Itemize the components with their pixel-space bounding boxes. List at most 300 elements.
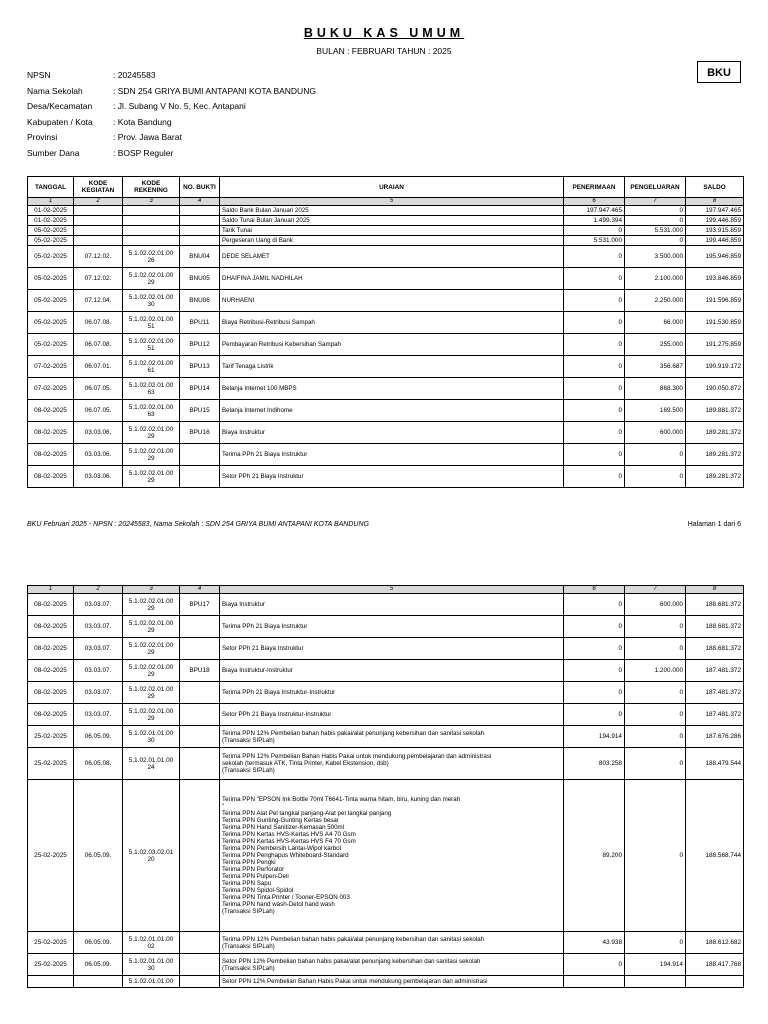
cell-saldo (686, 594, 744, 616)
cell-kode-rekening (123, 594, 180, 616)
cell-no-bukti (180, 932, 220, 954)
cell-no-bukti (180, 378, 220, 400)
table-row (28, 976, 744, 988)
cell-no-bukti (180, 334, 220, 356)
cell-uraian-text: Setor PPh 21 Biaya Instruktur (222, 645, 304, 652)
info-label: Sumber Dana (27, 148, 80, 158)
cell-kode-kegiatan-text: 07.12.02. (84, 253, 112, 260)
cell-tanggal-text: 05-02-2025 (34, 275, 67, 282)
cell-kode-rekening-text: 5.1.02.01.01.00 30 (128, 957, 174, 972)
cell-saldo (686, 976, 744, 988)
cell-uraian-text: Pergeseran Uang di Bank (222, 237, 293, 244)
cell-kode-kegiatan (74, 682, 123, 704)
cell-penerimaan-text: 43.938 (602, 939, 622, 946)
cell-kode-kegiatan-text: 06.07.05. (84, 385, 112, 392)
cell-pengeluaran-text: 0 (679, 711, 683, 718)
col-number: 7 (625, 586, 686, 594)
cell-tanggal (28, 216, 74, 226)
cell-tanggal-text: 08-02-2025 (34, 407, 67, 414)
cell-pengeluaran (625, 400, 686, 422)
cell-kode-rekening (123, 206, 180, 216)
cell-saldo-text: 187.481.372 (705, 711, 741, 718)
cell-kode-rekening-text: 5.1.02.01.01.00 24 (128, 756, 174, 771)
cell-uraian (220, 726, 564, 748)
cell-kode-kegiatan-text: 03.03.07. (84, 623, 112, 630)
cell-kode-kegiatan (74, 268, 123, 290)
cell-tanggal-text: 25-02-2025 (34, 852, 67, 859)
cell-kode-rekening-text: 5.1.02.02.01.00 29 (128, 619, 174, 634)
cell-tanggal (28, 356, 74, 378)
cell-saldo-text: 197.947.465 (705, 207, 741, 214)
cell-tanggal (28, 726, 74, 748)
cell-saldo-text: 191.530.859 (705, 319, 741, 326)
cell-no-bukti (180, 226, 220, 236)
cell-kode-rekening-text: 5.1.02.02.01.00 63 (128, 403, 174, 418)
cell-tanggal (28, 246, 74, 268)
cell-kode-rekening (123, 976, 180, 988)
cell-uraian-text: DEDE SELAMET (222, 253, 270, 260)
cell-pengeluaran (625, 268, 686, 290)
cell-penerimaan-text: 0 (618, 961, 622, 968)
cell-tanggal-text: 08-02-2025 (34, 711, 67, 718)
table-row (28, 682, 744, 704)
table-row (28, 206, 744, 216)
cell-saldo-text: 188.612.682 (705, 939, 741, 946)
cell-no-bukti-text: BNU06 (189, 297, 210, 304)
cell-uraian (220, 206, 564, 216)
cell-penerimaan-text: 0 (618, 645, 622, 652)
cell-pengeluaran (625, 704, 686, 726)
cell-no-bukti-text: BPU17 (189, 601, 210, 608)
cell-tanggal-text: 08-02-2025 (34, 451, 67, 458)
cell-kode-rekening (123, 290, 180, 312)
cell-uraian (220, 312, 564, 334)
cell-saldo-text: 191.275.859 (705, 341, 741, 348)
cell-pengeluaran (625, 726, 686, 748)
cell-uraian-text: Pembayaran Retribusi Kebersihan Sampah (222, 341, 342, 348)
cell-pengeluaran (625, 976, 686, 988)
cell-penerimaan-text: 0 (618, 253, 622, 260)
cell-penerimaan (564, 226, 625, 236)
cell-kode-kegiatan (74, 356, 123, 378)
cell-kode-rekening (123, 748, 180, 780)
cell-kode-rekening-text: 5.1.02.02.01.00 29 (128, 469, 174, 484)
cell-no-bukti (180, 312, 220, 334)
cell-saldo (686, 206, 744, 216)
table-row (28, 236, 744, 246)
cell-saldo (686, 748, 744, 780)
column-number-row (28, 198, 744, 206)
cell-pengeluaran (625, 312, 686, 334)
cell-tanggal (28, 268, 74, 290)
col-number: 3 (123, 586, 180, 594)
cell-kode-rekening-text: 5.1.02.02.01.00 30 (128, 293, 174, 308)
page-number: Halaman 1 dari 6 (687, 521, 741, 528)
cell-kode-rekening-text: 5.1.02.02.01.00 29 (128, 685, 174, 700)
cell-pengeluaran-text: 0 (679, 733, 683, 740)
cell-pengeluaran (625, 594, 686, 616)
cell-uraian-text: Setor PPh 21 Biaya Instruktur (222, 473, 304, 480)
table-row (28, 422, 744, 444)
cell-kode-kegiatan (74, 246, 123, 268)
cell-kode-rekening-text: 5.1.02.02.01.00 51 (128, 337, 174, 352)
info-label: NPSN (27, 70, 51, 80)
header-kode-kegiatan: KODE KEGIATAN (74, 177, 123, 198)
cell-tanggal (28, 206, 74, 216)
cell-saldo-text: 188.681.372 (705, 601, 741, 608)
cell-saldo-text: 189.281.372 (705, 473, 741, 480)
table-row (28, 216, 744, 226)
header-no-bukti: NO. BUKTI (180, 177, 220, 198)
cell-penerimaan-text: 0 (618, 227, 622, 234)
cell-saldo-text: 188.681.372 (705, 623, 741, 630)
table-row (28, 290, 744, 312)
cell-kode-kegiatan (74, 312, 123, 334)
cell-tanggal (28, 594, 74, 616)
cell-uraian (220, 290, 564, 312)
cell-kode-rekening (123, 780, 180, 932)
info-value: : SDN 254 GRIYA BUMI ANTAPANI KOTA BANDUNG (113, 86, 316, 96)
cell-saldo (686, 216, 744, 226)
cell-penerimaan-text: 0 (618, 363, 622, 370)
cell-pengeluaran-text: 868.300 (659, 385, 683, 392)
cell-penerimaan (564, 726, 625, 748)
cell-kode-kegiatan-text: 07.12.04. (84, 297, 112, 304)
cell-penerimaan-text: 5.531.000 (593, 237, 622, 244)
cell-no-bukti (180, 682, 220, 704)
cell-pengeluaran-text: 0 (679, 760, 683, 767)
cell-pengeluaran-text: 0 (679, 623, 683, 630)
cell-penerimaan-text: 0 (618, 711, 622, 718)
cell-kode-kegiatan-text: 03.03.07. (84, 689, 112, 696)
header-penerimaan: PENERIMAAN (564, 177, 625, 198)
info-label: Nama Sekolah (27, 86, 83, 96)
bku-badge: BKU (697, 61, 741, 83)
cell-uraian-text: Biaya Retribusi-Retribusi Sampah (222, 319, 315, 326)
info-value: : Prov. Jawa Barat (113, 132, 182, 142)
cell-penerimaan-text: 0 (618, 319, 622, 326)
cell-uraian (220, 704, 564, 726)
cell-saldo-text: 188.417.768 (705, 961, 741, 968)
cell-kode-rekening (123, 312, 180, 334)
cell-uraian (220, 226, 564, 236)
cell-penerimaan (564, 290, 625, 312)
cell-kode-rekening (123, 954, 180, 976)
cell-tanggal (28, 638, 74, 660)
table-row (28, 726, 744, 748)
cell-kode-rekening (123, 616, 180, 638)
cell-kode-kegiatan (74, 216, 123, 226)
cell-tanggal-text: 08-02-2025 (34, 645, 67, 652)
cell-pengeluaran-text: 600.000 (659, 601, 683, 608)
cell-uraian-text: Terima PPh 21 Biaya Instruktur (222, 623, 308, 630)
cell-uraian-text: Terima PPN 12% Pembelian bahan habis pakai/alat penunjang kebersihan dan sanitasi sekolah (Transaksi SIPLah) (222, 729, 485, 744)
cell-kode-rekening-text: 5.1.02.02.01.00 29 (128, 425, 174, 440)
cell-saldo (686, 616, 744, 638)
header-uraian: URAIAN (220, 177, 564, 198)
cell-uraian (220, 682, 564, 704)
cell-no-bukti (180, 780, 220, 932)
cell-penerimaan-text: 0 (618, 341, 622, 348)
cell-pengeluaran (625, 932, 686, 954)
cell-uraian-text: Biaya Instruktur (222, 601, 265, 608)
cell-tanggal-text: 05-02-2025 (34, 297, 67, 304)
cell-penerimaan (564, 444, 625, 466)
cell-tanggal-text: 01-02-2025 (34, 207, 67, 214)
cell-penerimaan-text: 0 (618, 451, 622, 458)
cell-uraian-text: Biaya Instruktur-Instruktur (222, 667, 293, 674)
cell-uraian-text: Terima PPh 21 Biaya Instruktur-Instruktur (222, 689, 336, 696)
col-number: 1 (28, 198, 74, 206)
cell-no-bukti (180, 704, 220, 726)
cell-kode-kegiatan (74, 378, 123, 400)
cell-penerimaan (564, 236, 625, 246)
col-number: 6 (564, 586, 625, 594)
col-number: 6 (564, 198, 625, 206)
cell-kode-kegiatan-text: 03.03.06. (84, 429, 112, 436)
col-number: 2 (74, 586, 123, 594)
table-row (28, 932, 744, 954)
cell-pengeluaran-text: 0 (679, 645, 683, 652)
cell-no-bukti-text: BPU12 (189, 341, 210, 348)
cell-tanggal (28, 236, 74, 246)
cell-kode-rekening-text: 5.1.02.01.01.00 30 (128, 729, 174, 744)
col-number: 4 (180, 198, 220, 206)
cell-penerimaan-text: 1.499.394 (593, 217, 622, 224)
cell-tanggal-text: 05-02-2025 (34, 253, 67, 260)
cell-kode-rekening (123, 444, 180, 466)
cell-kode-kegiatan (74, 726, 123, 748)
cell-pengeluaran-text: 2.250.000 (654, 297, 683, 304)
cell-no-bukti-text: BPU16 (189, 429, 210, 436)
cell-penerimaan-text: 0 (618, 385, 622, 392)
cell-tanggal (28, 932, 74, 954)
cell-penerimaan (564, 748, 625, 780)
cell-tanggal-text: 07-02-2025 (34, 363, 67, 370)
cell-kode-rekening-text: 5.1.02.02.01.00 29 (128, 641, 174, 656)
cell-penerimaan-text: 0 (618, 297, 622, 304)
cell-uraian-text: Setor PPN 12% Pembelian Bahan Habis Pakai untuk mendukung pembelajaran dan administrasi (222, 978, 488, 985)
cell-penerimaan (564, 780, 625, 932)
table-row (28, 268, 744, 290)
cell-uraian-text: Biaya Instruktur (222, 429, 265, 436)
cell-saldo-text: 189.881.372 (705, 407, 741, 414)
cell-no-bukti (180, 466, 220, 488)
cell-uraian-text: Setor PPh 21 Biaya Instruktur-Instruktur (222, 711, 332, 718)
column-number-row (28, 586, 744, 594)
cell-tanggal (28, 226, 74, 236)
cell-no-bukti (180, 660, 220, 682)
cell-kode-kegiatan (74, 226, 123, 236)
cell-kode-kegiatan-text: 07.12.02. (84, 275, 112, 282)
cell-kode-kegiatan (74, 444, 123, 466)
cell-kode-rekening (123, 704, 180, 726)
table-row (28, 312, 744, 334)
cell-saldo-text: 199.446.859 (705, 237, 741, 244)
cell-tanggal-text: 01-02-2025 (34, 217, 67, 224)
cell-kode-kegiatan-text: 03.03.07. (84, 667, 112, 674)
cell-pengeluaran (625, 422, 686, 444)
cell-pengeluaran (625, 226, 686, 236)
cell-penerimaan (564, 334, 625, 356)
cell-penerimaan (564, 616, 625, 638)
cell-tanggal (28, 466, 74, 488)
cell-pengeluaran-text: 0 (679, 689, 683, 696)
cell-penerimaan (564, 246, 625, 268)
cell-saldo (686, 638, 744, 660)
cell-tanggal (28, 334, 74, 356)
cell-uraian (220, 356, 564, 378)
cell-no-bukti-text: BNU05 (189, 275, 210, 282)
cell-kode-kegiatan (74, 466, 123, 488)
cell-saldo-text: 199.446.859 (705, 217, 741, 224)
cell-kode-rekening-text: 5.1.02.01.01.00 (128, 978, 174, 985)
cell-kode-kegiatan (74, 594, 123, 616)
col-number: 8 (686, 586, 744, 594)
cell-pengeluaran-text: 0 (679, 451, 683, 458)
cell-no-bukti (180, 954, 220, 976)
cell-saldo (686, 422, 744, 444)
cell-kode-kegiatan-text: 06.07.08. (84, 341, 112, 348)
cell-tanggal-text: 08-02-2025 (34, 429, 67, 436)
cell-pengeluaran (625, 616, 686, 638)
cell-no-bukti (180, 236, 220, 246)
cell-pengeluaran-text: 0 (679, 852, 683, 859)
table-row (28, 378, 744, 400)
cell-saldo-text: 189.281.372 (705, 451, 741, 458)
header-saldo: SALDO (686, 177, 744, 198)
cell-penerimaan-text: 0 (618, 429, 622, 436)
cell-penerimaan (564, 378, 625, 400)
cell-saldo-text: 188.568.744 (705, 852, 741, 859)
cell-kode-rekening (123, 660, 180, 682)
col-number: 5 (220, 198, 564, 206)
document-subtitle: BULAN : FEBRUARI TAHUN : 2025 (316, 46, 452, 56)
cell-kode-rekening-text: 5.1.02.02.01.00 29 (128, 663, 174, 678)
cell-kode-rekening (123, 246, 180, 268)
cell-no-bukti (180, 246, 220, 268)
cell-uraian-text: Terima PPh 21 Biaya Instruktur (222, 451, 308, 458)
cell-uraian (220, 444, 564, 466)
cell-uraian (220, 616, 564, 638)
cell-kode-kegiatan (74, 616, 123, 638)
cell-pengeluaran (625, 682, 686, 704)
header-tanggal: TANGGAL (28, 177, 74, 198)
cell-saldo (686, 682, 744, 704)
cell-uraian (220, 466, 564, 488)
table-row (28, 616, 744, 638)
cell-saldo (686, 466, 744, 488)
info-value: : 20245583 (113, 70, 156, 80)
cell-penerimaan-text: 803.258 (598, 760, 622, 767)
table-row (28, 246, 744, 268)
cell-no-bukti (180, 290, 220, 312)
cell-kode-kegiatan-text: 06.05.09. (84, 852, 112, 859)
cell-kode-rekening (123, 334, 180, 356)
cell-saldo (686, 444, 744, 466)
cell-saldo-text: 187.481.372 (705, 689, 741, 696)
cell-kode-rekening (123, 422, 180, 444)
cell-tanggal-text: 07-02-2025 (34, 385, 67, 392)
cell-kode-kegiatan-text: 06.07.01. (84, 363, 112, 370)
cell-kode-rekening (123, 682, 180, 704)
info-value: : BOSP Reguler (113, 148, 174, 158)
cell-pengeluaran-text: 194.914 (659, 961, 683, 968)
cell-kode-rekening-text: 5.1.02.03.02.01 20 (128, 848, 174, 863)
cell-saldo-text: 187.676.286 (705, 733, 741, 740)
cell-kode-rekening-text: 5.1.02.02.01.00 29 (128, 447, 174, 462)
document-title: BUKU KAS UMUM (303, 26, 465, 40)
cell-saldo-text: 188.681.372 (705, 645, 741, 652)
cell-no-bukti (180, 400, 220, 422)
cell-no-bukti (180, 422, 220, 444)
cell-penerimaan (564, 594, 625, 616)
table-row (28, 466, 744, 488)
cell-saldo (686, 334, 744, 356)
cell-penerimaan (564, 704, 625, 726)
cell-uraian (220, 400, 564, 422)
cell-kode-kegiatan (74, 704, 123, 726)
cell-kode-rekening (123, 932, 180, 954)
table-row (28, 638, 744, 660)
cell-pengeluaran-text: 600.000 (659, 429, 683, 436)
cell-pengeluaran (625, 216, 686, 226)
cell-saldo (686, 726, 744, 748)
cell-uraian-text: DHAIFINA JAMIL NADHILAH (222, 275, 303, 282)
cell-tanggal (28, 704, 74, 726)
cell-pengeluaran (625, 334, 686, 356)
cell-pengeluaran (625, 660, 686, 682)
cell-pengeluaran-text: 169.500 (659, 407, 683, 414)
cell-penerimaan (564, 206, 625, 216)
cell-saldo-text: 191.596.859 (705, 297, 741, 304)
cell-no-bukti (180, 268, 220, 290)
cell-pengeluaran-text: 255.000 (659, 341, 683, 348)
cell-pengeluaran-text: 2.100.000 (654, 275, 683, 282)
table-row (28, 748, 744, 780)
cell-uraian-text: Saldo Bank Bulan Januari 2025 (222, 207, 309, 214)
cell-penerimaan (564, 638, 625, 660)
cell-saldo-text: 195.946.859 (705, 253, 741, 260)
cell-uraian-text: Terima PPN 12% Pembelian bahan habis pakai/alat penunjang kebersihan dan sanitasi sekolah (Transaksi SIPLah) (222, 935, 485, 950)
cell-kode-kegiatan (74, 290, 123, 312)
cell-saldo (686, 378, 744, 400)
cell-kode-rekening-text: 5.1.02.02.01.00 29 (128, 271, 174, 286)
cell-kode-rekening-text: 5.1.02.02.01.00 51 (128, 315, 174, 330)
cell-uraian-text: Tarif Tenaga Listrik (222, 363, 274, 370)
cell-no-bukti-text: BPU14 (189, 385, 210, 392)
ledger-table-page1 (27, 176, 744, 488)
cell-penerimaan-text: 0 (618, 601, 622, 608)
cell-uraian-text: Belanja Internet 100 MBPS (222, 385, 297, 392)
cell-kode-kegiatan (74, 206, 123, 216)
info-value: : Kota Bandung (113, 117, 172, 127)
cell-pengeluaran-text: 0 (679, 207, 683, 214)
cell-penerimaan (564, 954, 625, 976)
header-pengeluaran: PENGELUARAN (625, 177, 686, 198)
table-row (28, 704, 744, 726)
cell-tanggal-text: 08-02-2025 (34, 473, 67, 480)
cell-tanggal-text: 25-02-2025 (34, 760, 67, 767)
cell-penerimaan-text: 0 (618, 623, 622, 630)
cell-saldo (686, 312, 744, 334)
cell-tanggal (28, 378, 74, 400)
cell-uraian-text: Setor PPN 12% Pembelian bahan habis pakai/alat penunjang kebersihan dan sanitasi sekolah (Transaksi SIPLah) (222, 957, 481, 972)
cell-kode-rekening-text: 5.1.02.02.01.00 61 (128, 359, 174, 374)
cell-kode-kegiatan-text: 06.07.08. (84, 319, 112, 326)
cell-no-bukti (180, 726, 220, 748)
cell-tanggal (28, 422, 74, 444)
